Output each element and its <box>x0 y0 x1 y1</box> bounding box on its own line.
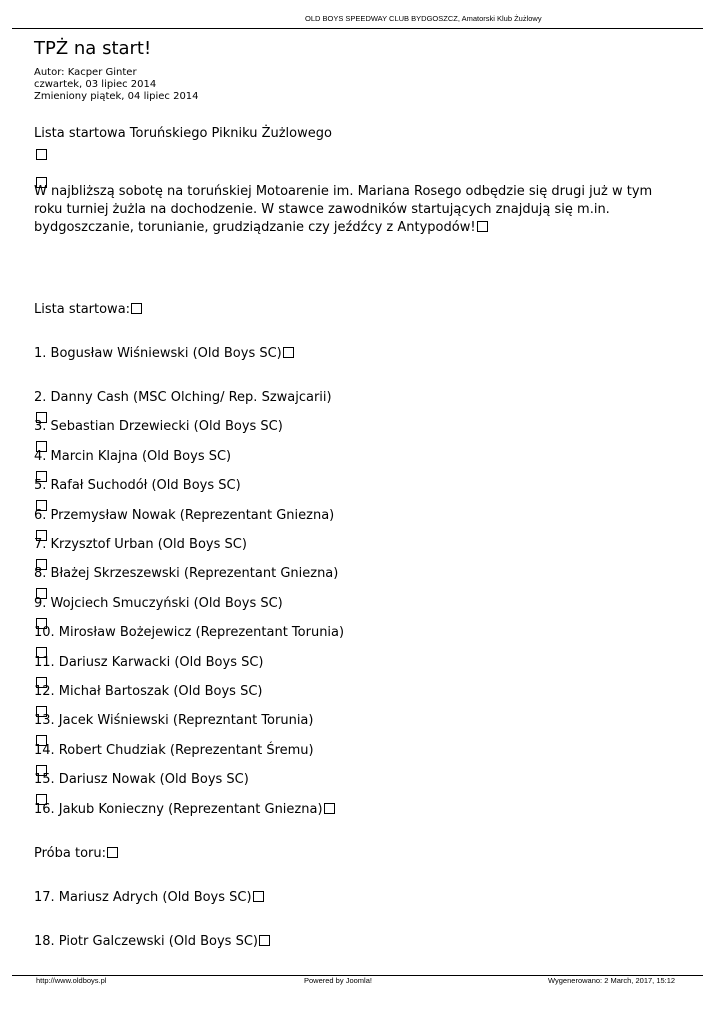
list-item: 13. Jacek Wiśniewski (Reprezntant Torunia) <box>34 713 314 729</box>
list-item: 16. Jakub Konieczny (Reprezentant Gniezna) <box>34 801 335 819</box>
intro-paragraph: W najbliższą sobotę na toruńskiej Motoarenie im. Mariana Rosego odbędzie się drugi już w tym roku turniej żużla na dochodzenie. W stawce zawodników startujących znajdują się m.in. bydgoszczanie, torunianie, grudziądzanie czy jeźdźcy z Antypodów! <box>34 184 653 235</box>
list-item: 8. Błażej Skrzeszewski (Reprezentant Gniezna) <box>34 566 339 582</box>
list-item: 4. Marcin Klajna (Old Boys SC) <box>34 448 232 464</box>
list-item: 2. Danny Cash (MSC Olching/ Rep. Szwajcarii) <box>34 390 332 405</box>
article-modified-date: Zmieniony piątek, 04 lipiec 2014 <box>34 91 199 102</box>
list-item: 15. Dariusz Nowak (Old Boys SC) <box>34 772 249 788</box>
list-item: 14. Robert Chudziak (Reprezentant Śremu) <box>34 742 314 758</box>
list-item: 17. Mariusz Adrych (Old Boys SC) <box>34 889 264 907</box>
list-heading: Lista startowa: <box>34 301 142 319</box>
list-item: 11. Dariusz Karwacki (Old Boys SC) <box>34 654 264 670</box>
article-created-date: czwartek, 03 lipiec 2014 <box>34 79 157 90</box>
list-item: 10. Mirosław Bożejewicz (Reprezentant Torunia) <box>34 625 345 641</box>
article-title: TPŻ na start! <box>34 38 152 59</box>
list-item: 5. Rafał Suchodół (Old Boys SC) <box>34 478 241 494</box>
article-subtitle: Lista startowa Toruńskiego Pikniku Żużlowego <box>34 126 332 141</box>
trial-heading: Próba toru: <box>34 845 118 863</box>
footer-url-link[interactable]: http://www.oldboys.pl <box>36 976 107 985</box>
footer-generated-date: Wygenerowano: 2 March, 2017, 15:12 <box>548 976 676 985</box>
list-item: 6. Przemysław Nowak (Reprezentant Gniezna) <box>34 507 335 523</box>
article-author: Autor: Kacper Ginter <box>34 67 137 78</box>
list-item: 9. Wojciech Smuczyński (Old Boys SC) <box>34 595 283 611</box>
list-item: 3. Sebastian Drzewiecki (Old Boys SC) <box>34 419 283 435</box>
list-item: 7. Krzysztof Urban (Old Boys SC) <box>34 537 247 552</box>
list-item: 1. Bogusław Wiśniewski (Old Boys SC) <box>34 345 294 363</box>
list-item: 18. Piotr Galczewski (Old Boys SC) <box>34 933 270 951</box>
missing-glyph-box <box>35 144 47 163</box>
list-item: 12. Michał Bartoszak (Old Boys SC) <box>34 684 263 699</box>
site-header: OLD BOYS SPEEDWAY CLUB BYDGOSZCZ, Amatorski Klub Żużlowy <box>305 14 542 23</box>
footer-powered-by: Powered by Joomla! <box>304 976 372 985</box>
